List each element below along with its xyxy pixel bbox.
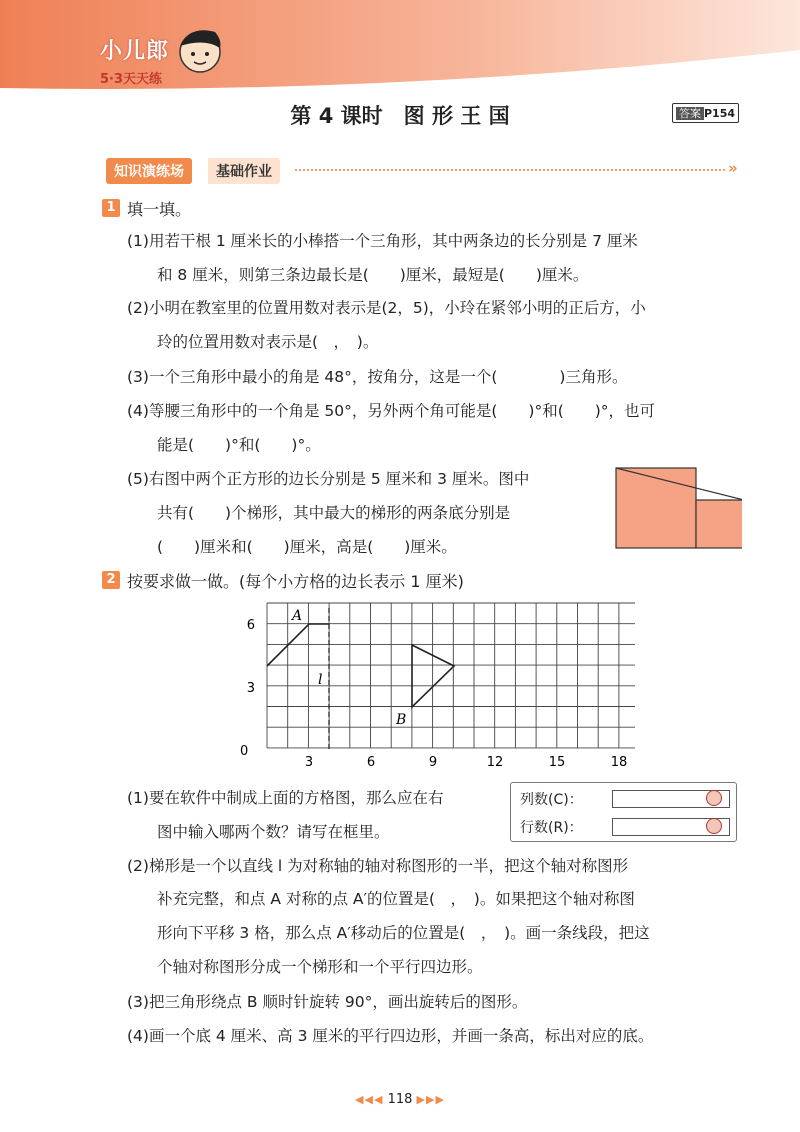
- section-divider: [295, 169, 725, 171]
- q2-line-8: (4)画一个底 4 厘米、高 3 厘米的平行四边形，并画一条高，标出对应的底。: [127, 1027, 654, 1045]
- section-name: 基础作业: [208, 158, 280, 184]
- trapezoid-half: [267, 624, 329, 666]
- origin-label: 0: [240, 744, 249, 759]
- question-number-2: 2: [102, 571, 120, 589]
- question-number-1: 1: [102, 199, 120, 217]
- page-number: 118: [387, 1092, 413, 1107]
- columns-spinner-icon[interactable]: [706, 790, 722, 806]
- section-arrow-icon: »: [728, 159, 738, 177]
- lesson-title: 第 4 课时 图 形 王 国: [290, 104, 510, 128]
- grid-figure: [220, 600, 635, 772]
- y-tick-6: 6: [246, 618, 255, 633]
- y-tick-3: 3: [246, 681, 255, 696]
- q2-line-2: 图中输入哪两个数？请写在框里。: [157, 823, 390, 841]
- x-tick-6: 6: [366, 755, 376, 770]
- q1-line-3: (2)小明在教室里的位置用数对表示是(2，5)，小玲在紧邻小明的正后方，小: [127, 299, 646, 317]
- section-tag: 知识演练场: [106, 158, 192, 184]
- question-2-title: 按要求做一做。(每个小方格的边长表示 1 厘米): [127, 572, 464, 591]
- line-l-label: l: [318, 672, 323, 688]
- q2-line-6: 个轴对称图形分成一个梯形和一个平行四边形。: [157, 958, 483, 976]
- x-tick-15: 15: [548, 755, 566, 770]
- question-1-title: 填一填。: [127, 200, 192, 219]
- q1-line-2: 和 8 厘米，则第三条边最长是( )厘米，最短是( )厘米。: [157, 266, 589, 284]
- rows-label: 行数(R)：: [520, 820, 583, 836]
- q1-line-1: (1)用若干根 1 厘米长的小棒搭一个三角形，其中两条边的长分别是 7 厘米: [127, 232, 638, 250]
- q1-line-4: 玲的位置用数对表示是( ， )。: [157, 333, 379, 351]
- q2-line-3: (2)梯形是一个以直线 l 为对称轴的轴对称图形的一半，把这个轴对称图形: [127, 857, 629, 875]
- q2-line-1: (1)要在软件中制成上面的方格图，那么应在右: [127, 789, 444, 807]
- x-tick-18: 18: [610, 755, 628, 770]
- q1-line-9: 共有( )个梯形，其中最大的梯形的两条底分别是: [157, 504, 511, 522]
- next-arrows-icon: ▶▶▶: [416, 1093, 445, 1106]
- prev-arrows-icon: ◀◀◀: [355, 1093, 384, 1106]
- answer-label: 答案: [676, 107, 704, 120]
- point-b-label: B: [396, 712, 407, 728]
- q2-line-7: (3)把三角形绕点 B 顺时针旋转 90°，画出旋转后的图形。: [127, 993, 528, 1011]
- rows-spinner-icon[interactable]: [706, 818, 722, 834]
- q1-line-6: (4)等腰三角形中的一个角是 50°，另外两个角可能是( )°和( )°，也可: [127, 402, 656, 420]
- x-tick-9: 9: [428, 755, 438, 770]
- x-tick-3: 3: [304, 755, 314, 770]
- q1-line-5: (3)一个三角形中最小的角是 48°，按角分，这是一个( )三角形。: [127, 368, 628, 386]
- x-tick-12: 12: [486, 755, 504, 770]
- brand-title: 小儿郎: [100, 38, 170, 64]
- squares-figure: [612, 464, 742, 550]
- columns-label: 列数(C)：: [520, 792, 583, 808]
- q1-line-10: ( )厘米和( )厘米，高是( )厘米。: [157, 538, 457, 556]
- q2-line-5: 形向下平移 3 格，那么点 A′移动后的位置是( ， )。画一条线段，把这: [157, 924, 650, 942]
- answer-page: P154: [704, 107, 736, 120]
- q1-line-7: 能是( )°和( )°。: [157, 436, 321, 454]
- q1-line-8: (5)右图中两个正方形的边长分别是 5 厘米和 3 厘米。图中: [127, 470, 530, 488]
- page-footer: [0, 1092, 800, 1107]
- brand-subtitle: 5·3天天练: [100, 72, 163, 87]
- point-a-label: A: [292, 608, 303, 624]
- answer-tag: [672, 103, 739, 123]
- q2-line-4: 补充完整，和点 A 对称的点 A′的位置是( ， )。如果把这个轴对称图: [157, 890, 635, 908]
